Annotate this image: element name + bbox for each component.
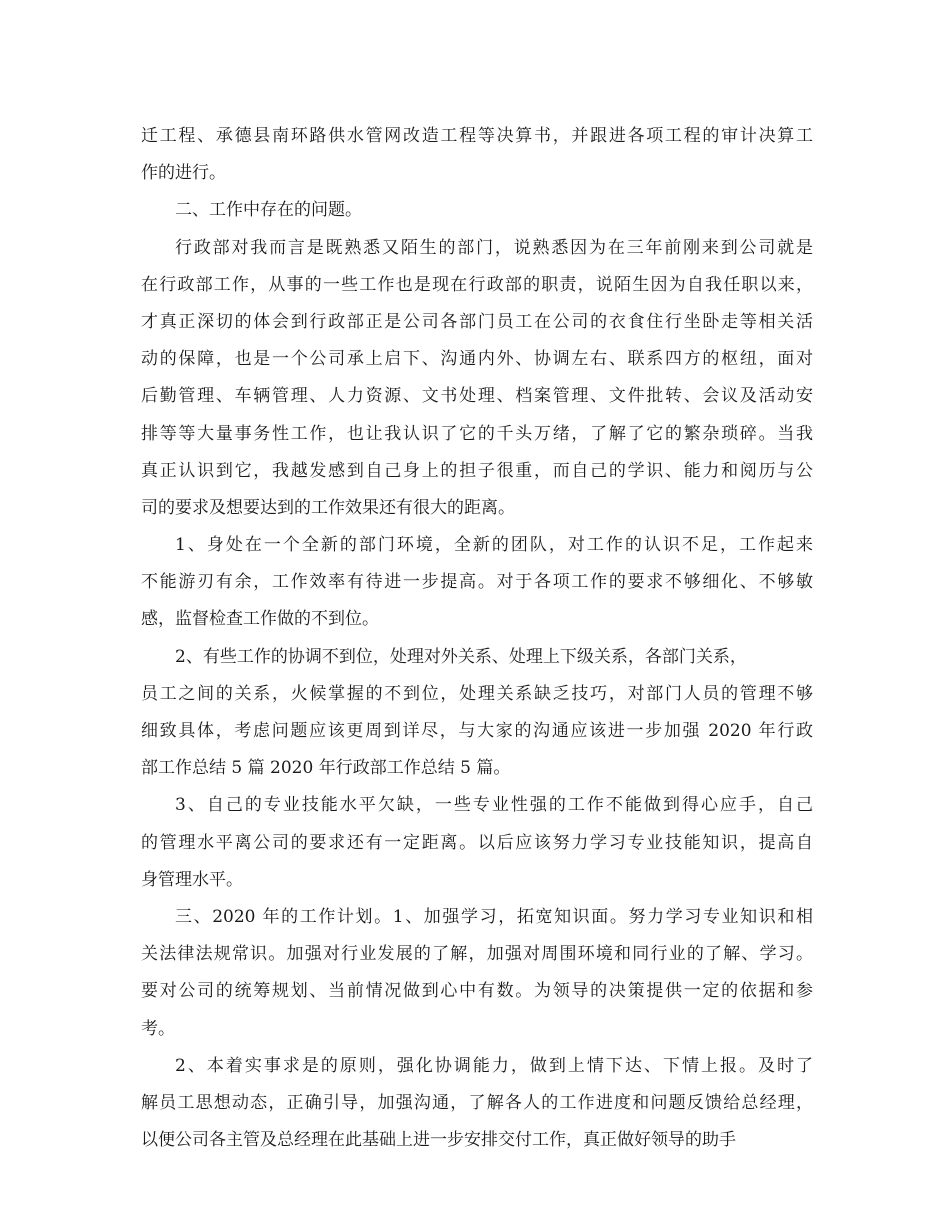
text-line: 部工作总结 5 篇 2020 年行政部工作总结 5 篇。 xyxy=(141,758,511,779)
text-line: 作的进行。 xyxy=(141,163,226,184)
text-line: 后勤管理、车辆管理、人力资源、文书处理、档案管理、文件批转、会议及活动安 xyxy=(141,386,813,407)
text-line: 在行政部工作，从事的一些工作也是现在行政部的职责，说陌生因为自我任职以来， xyxy=(141,274,813,295)
text-line: 排等等大量事务性工作，也让我认识了它的千头万绪，了解了它的繁杂琐碎。当我 xyxy=(141,423,813,444)
text-line: 真正认识到它，我越发感到自己身上的担子很重，而自己的学识、能力和阅历与公 xyxy=(141,460,813,481)
document-body xyxy=(141,118,813,1159)
text-line: 员工之间的关系，火候掌握的不到位，处理关系缺乏技巧，对部门人员的管理不够 xyxy=(141,683,813,704)
text-line: 解员工思想动态，正确引导，加强沟通，了解各人的工作进度和问题反馈给总经理， xyxy=(141,1092,813,1113)
text-line: 考。 xyxy=(141,1018,175,1039)
text-line: 以便公司各主管及总经理在此基础上进一步安排交付工作，真正做好领导的助手 xyxy=(141,1130,736,1151)
text-line: 身管理水平。 xyxy=(141,869,243,890)
text-line: 1、身处在一个全新的部门环境，全新的团队，对工作的认识不足，工作起来 xyxy=(175,535,813,556)
text-line: 2、有些工作的协调不到位，处理对外关系、处理上下级关系，各部门关系， xyxy=(175,646,747,667)
text-line: 不能游刃有余，工作效率有待进一步提高。对于各项工作的要求不够细化、不够敏 xyxy=(141,572,813,593)
text-line: 2、本着实事求是的原则，强化协调能力，做到上情下达、下情上报。及时了 xyxy=(175,1055,813,1076)
text-line: 迁工程、承德县南环路供水管网改造工程等决算书，并跟进各项工程的审计决算工 xyxy=(141,126,813,146)
text-line: 二、工作中存在的问题。 xyxy=(175,200,362,221)
text-line: 关法律法规常识。加强对行业发展的了解，加强对周围环境和同行业的了解、学习。 xyxy=(141,944,813,965)
text-line: 动的保障，也是一个公司承上启下、沟通内外、协调左右、联系四方的枢纽，面对 xyxy=(141,349,813,370)
text-line: 3、自己的专业技能水平欠缺，一些专业性强的工作不能做到得心应手，自己 xyxy=(175,795,813,816)
text-line: 司的要求及想要达到的工作效果还有很大的距离。 xyxy=(141,497,515,518)
text-line: 要对公司的统筹规划、当前情况做到心中有数。为领导的决策提供一定的依据和参 xyxy=(141,981,813,1002)
text-line: 细致具体，考虑问题应该更周到详尽，与大家的沟通应该进一步加强 2020 年行政 xyxy=(141,721,813,741)
text-line: 行政部对我而言是既熟悉又陌生的部门，说熟悉因为在三年前刚来到公司就是 xyxy=(175,237,813,258)
text-line: 的管理水平离公司的要求还有一定距离。以后应该努力学习专业技能知识，提高自 xyxy=(141,832,813,853)
text-line: 感，监督检查工作做的不到位。 xyxy=(141,609,379,630)
text-line: 三、2020 年的工作计划。1、加强学习，拓宽知识面。努力学习专业知识和相 xyxy=(175,906,813,927)
text-line: 才真正深切的体会到行政部正是公司各部门员工在公司的衣食住行坐卧走等相关活 xyxy=(141,311,813,332)
